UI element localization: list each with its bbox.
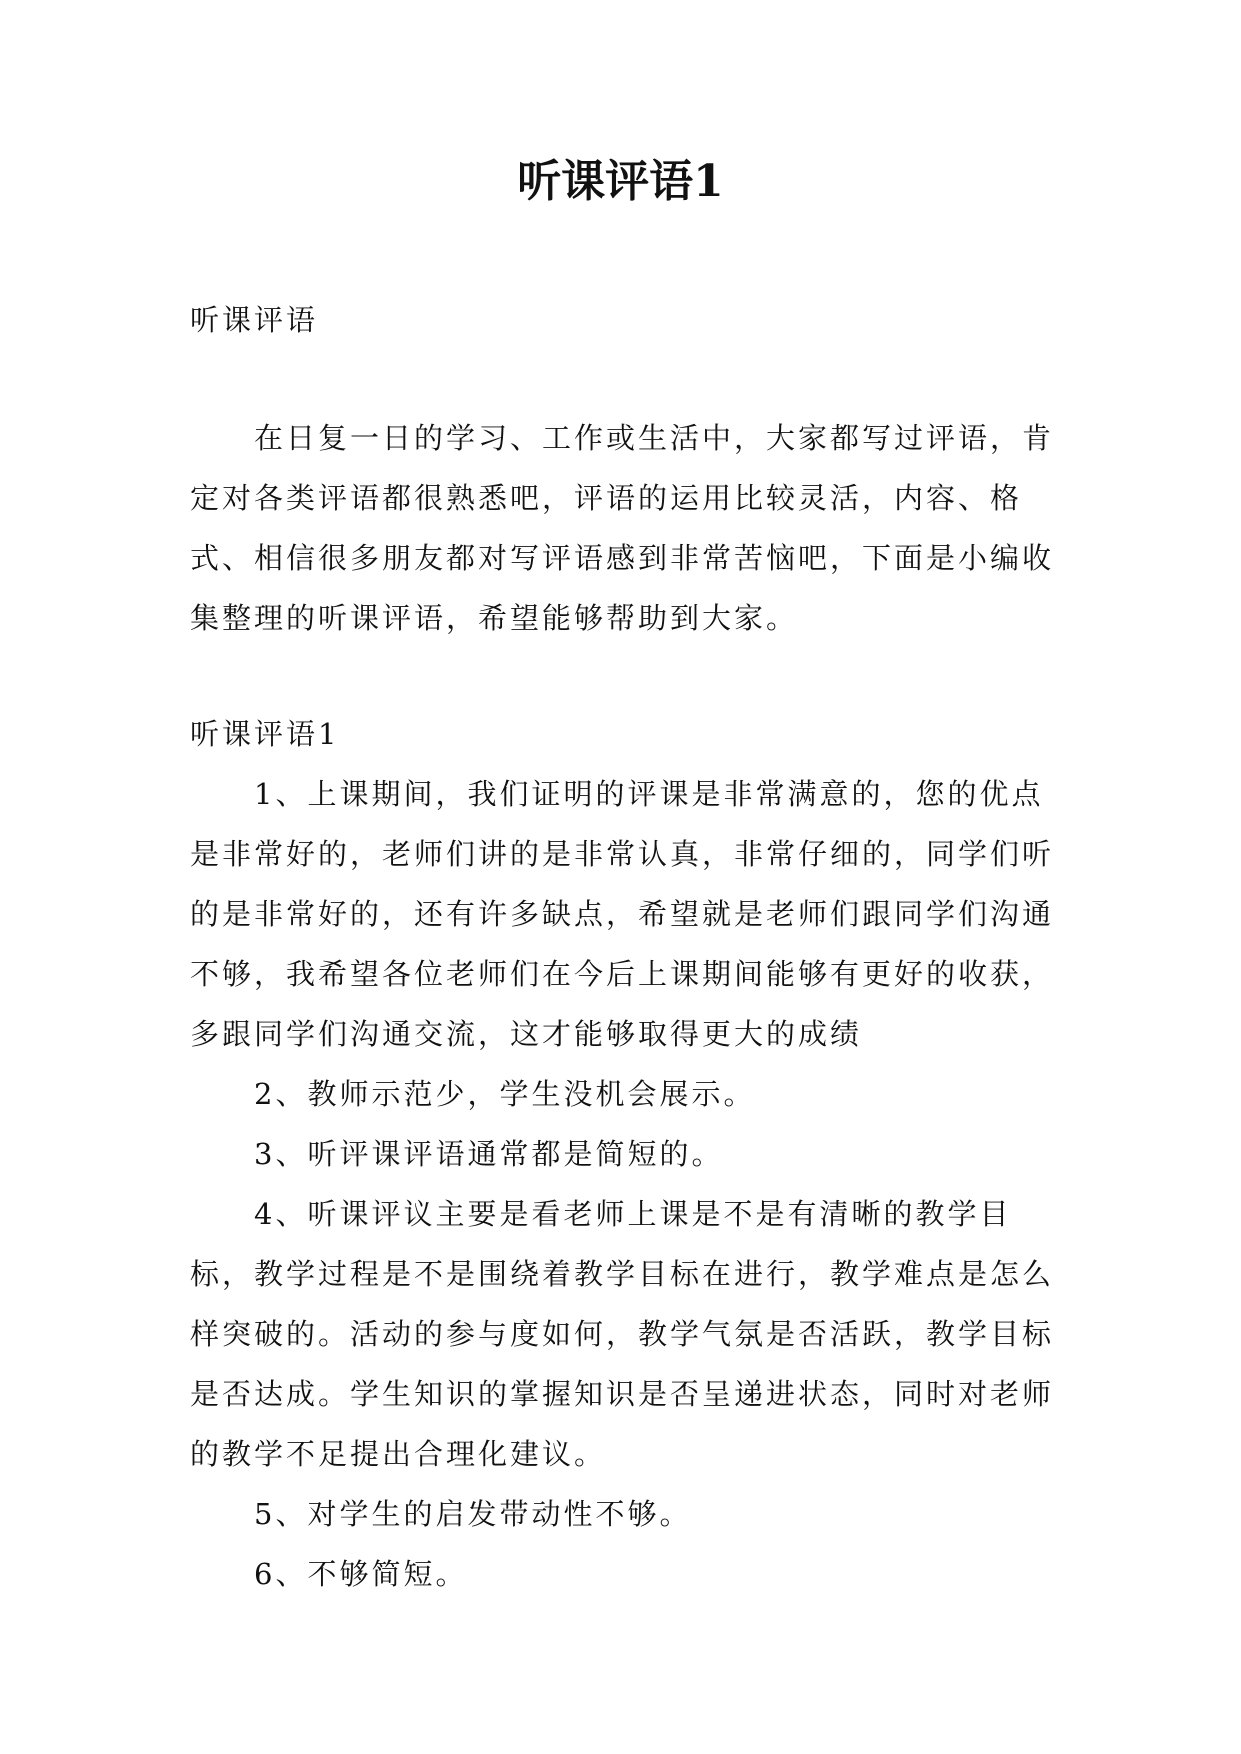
list-item: 4、听课评议主要是看老师上课是不是有清晰的教学目标，教学过程是不是围绕着教学目标在进行，教学难点是怎么样突破的。活动的参与度如何，教学气氛是否活跃，教学目标是否达成。学生知识的掌握知识是否呈递进状态，同时对老师的教学不足提出合理化建议。 (190, 1197, 1055, 1471)
document-subtitle: 听课评语 (190, 303, 319, 337)
document-title: 听课评语1 (517, 156, 724, 207)
list-item: 3、听评课评语通常都是简短的。 (254, 1137, 724, 1171)
section-heading: 听课评语1 (190, 717, 340, 751)
list-item: 1、上课期间，我们证明的评课是非常满意的，您的优点是非常好的，老师们讲的是非常认真，非常仔细的，同学们听的是非常好的，还有许多缺点，希望就是老师们跟同学们沟通不够，我希望各位老师们在今后上课期间能够有更好的收获，多跟同学们沟通交流，这才能够取得更大的成绩 (190, 777, 1055, 1051)
document-body (190, 290, 1070, 1604)
intro-paragraph: 在日复一日的学习、工作或生活中，大家都写过评语，肯定对各类评语都很熟悉吧，评语的运用比较灵活，内容、格式、相信很多朋友都对写评语感到非常苦恼吧，下面是小编收集整理的听课评语，希望能够帮助到大家。 (190, 421, 1055, 635)
list-item: 6、不够简短。 (254, 1557, 468, 1591)
list-item: 2、教师示范少，学生没机会展示。 (254, 1077, 756, 1111)
list-item: 5、对学生的启发带动性不够。 (254, 1497, 692, 1531)
